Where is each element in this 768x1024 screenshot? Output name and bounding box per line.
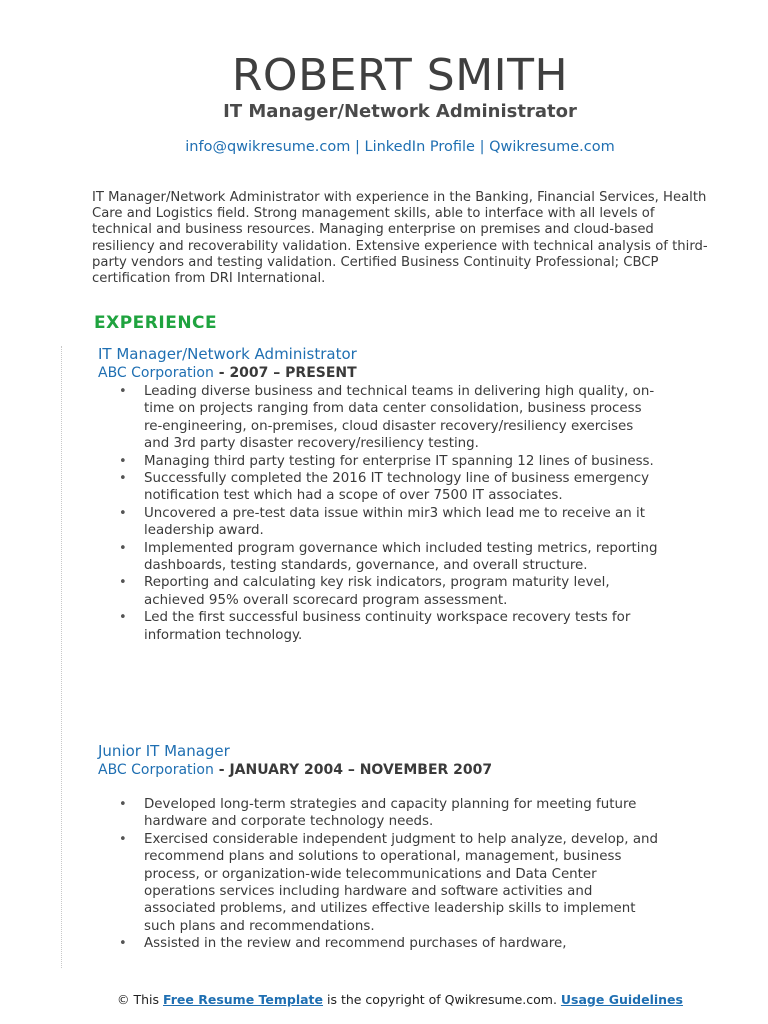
contact-separator: | [355,139,360,155]
duty-item: • Assisted in the review and recommend purchases of hardware, [98,935,658,952]
candidate-name: ROBERT SMITH [231,50,569,101]
free-resume-template-link[interactable]: Free Resume Template [163,992,324,1007]
copyright-footer [0,992,768,1007]
duty-item: • Uncovered a pre-test data issue within mir3 which lead me to receive an it leadership award. [98,505,658,540]
job-company: ABC Corporation [98,762,214,778]
contact-line [0,139,768,155]
candidate-title: IT Manager/Network Administrator [223,101,577,122]
job-entry [98,345,658,644]
job-meta [98,364,658,382]
footer-middle: is the copyright of Qwikresume.com. [323,992,561,1007]
duty-item: • Implemented program governance which included testing metrics, reporting dashboards, testing standards, governance, and overall structure. [98,540,658,575]
duty-item: • Led the first successful business continuity workspace recovery tests for information technology. [98,609,658,644]
duty-list [98,383,658,644]
job-dates: 2007 – PRESENT [229,365,357,381]
job-role: Junior IT Manager [98,742,230,760]
duty-list [98,796,658,953]
duty-item: • Successfully completed the 2016 IT technology line of business emergency notification test which had a scope of over 7500 IT associates. [98,470,658,505]
usage-guidelines-link[interactable]: Usage Guidelines [560,992,683,1007]
duty-item: • Reporting and calculating key risk indicators, program maturity level, achieved 95% overall scorecard program assessment. [98,574,658,609]
job-dash: - [213,762,230,778]
job-role: IT Manager/Network Administrator [98,345,357,363]
duty-item: • Managing third party testing for enterprise IT spanning 12 lines of business. [98,453,658,470]
job-entry [98,742,658,953]
linkedin-link[interactable]: LinkedIn Profile [364,139,475,155]
professional-summary: IT Manager/Network Administrator with experience in the Banking, Financial Services, Health Care and Logistics field. Strong management skills, able to interface with all levels of technical and business resources. Managing enterprise on premises and cloud-based resiliency and recoverability validation. Extensive experience with technical analysis of third-party vendors and testing validation. Certified Business Continuity Professional; CBCP certification from DRI International. [92,190,708,287]
duty-item: • Leading diverse business and technical teams in delivering high quality, on-time on projects ranging from data center consolidation, business process re-engineering, on-premises, cloud disaster recovery/resiliency exercises and 3rd party disaster recovery/resiliency testing. [98,383,658,453]
timeline-divider [61,346,62,968]
job-dates: JANUARY 2004 – NOVEMBER 2007 [229,762,493,778]
job-dash: - [213,365,230,381]
job-company: ABC Corporation [98,365,214,381]
duty-item: • Exercised considerable independent judgment to help analyze, develop, and recommend plans and solutions to operational, management, business process, or organization-wide telecommunications and Data Center operations services including hardware and software activities and associated problems, and utilizes effective leadership skills to implement such plans and recommendations. [98,831,658,935]
experience-heading: EXPERIENCE [94,313,218,333]
email-link[interactable]: info@qwikresume.com [185,139,351,155]
job-meta [98,761,658,779]
duty-item: • Developed long-term strategies and capacity planning for meeting future hardware and corporate technology needs. [98,796,658,831]
footer-prefix: © This [117,992,164,1007]
contact-separator: | [479,139,485,155]
website-link[interactable]: Qwikresume.com [489,139,615,155]
